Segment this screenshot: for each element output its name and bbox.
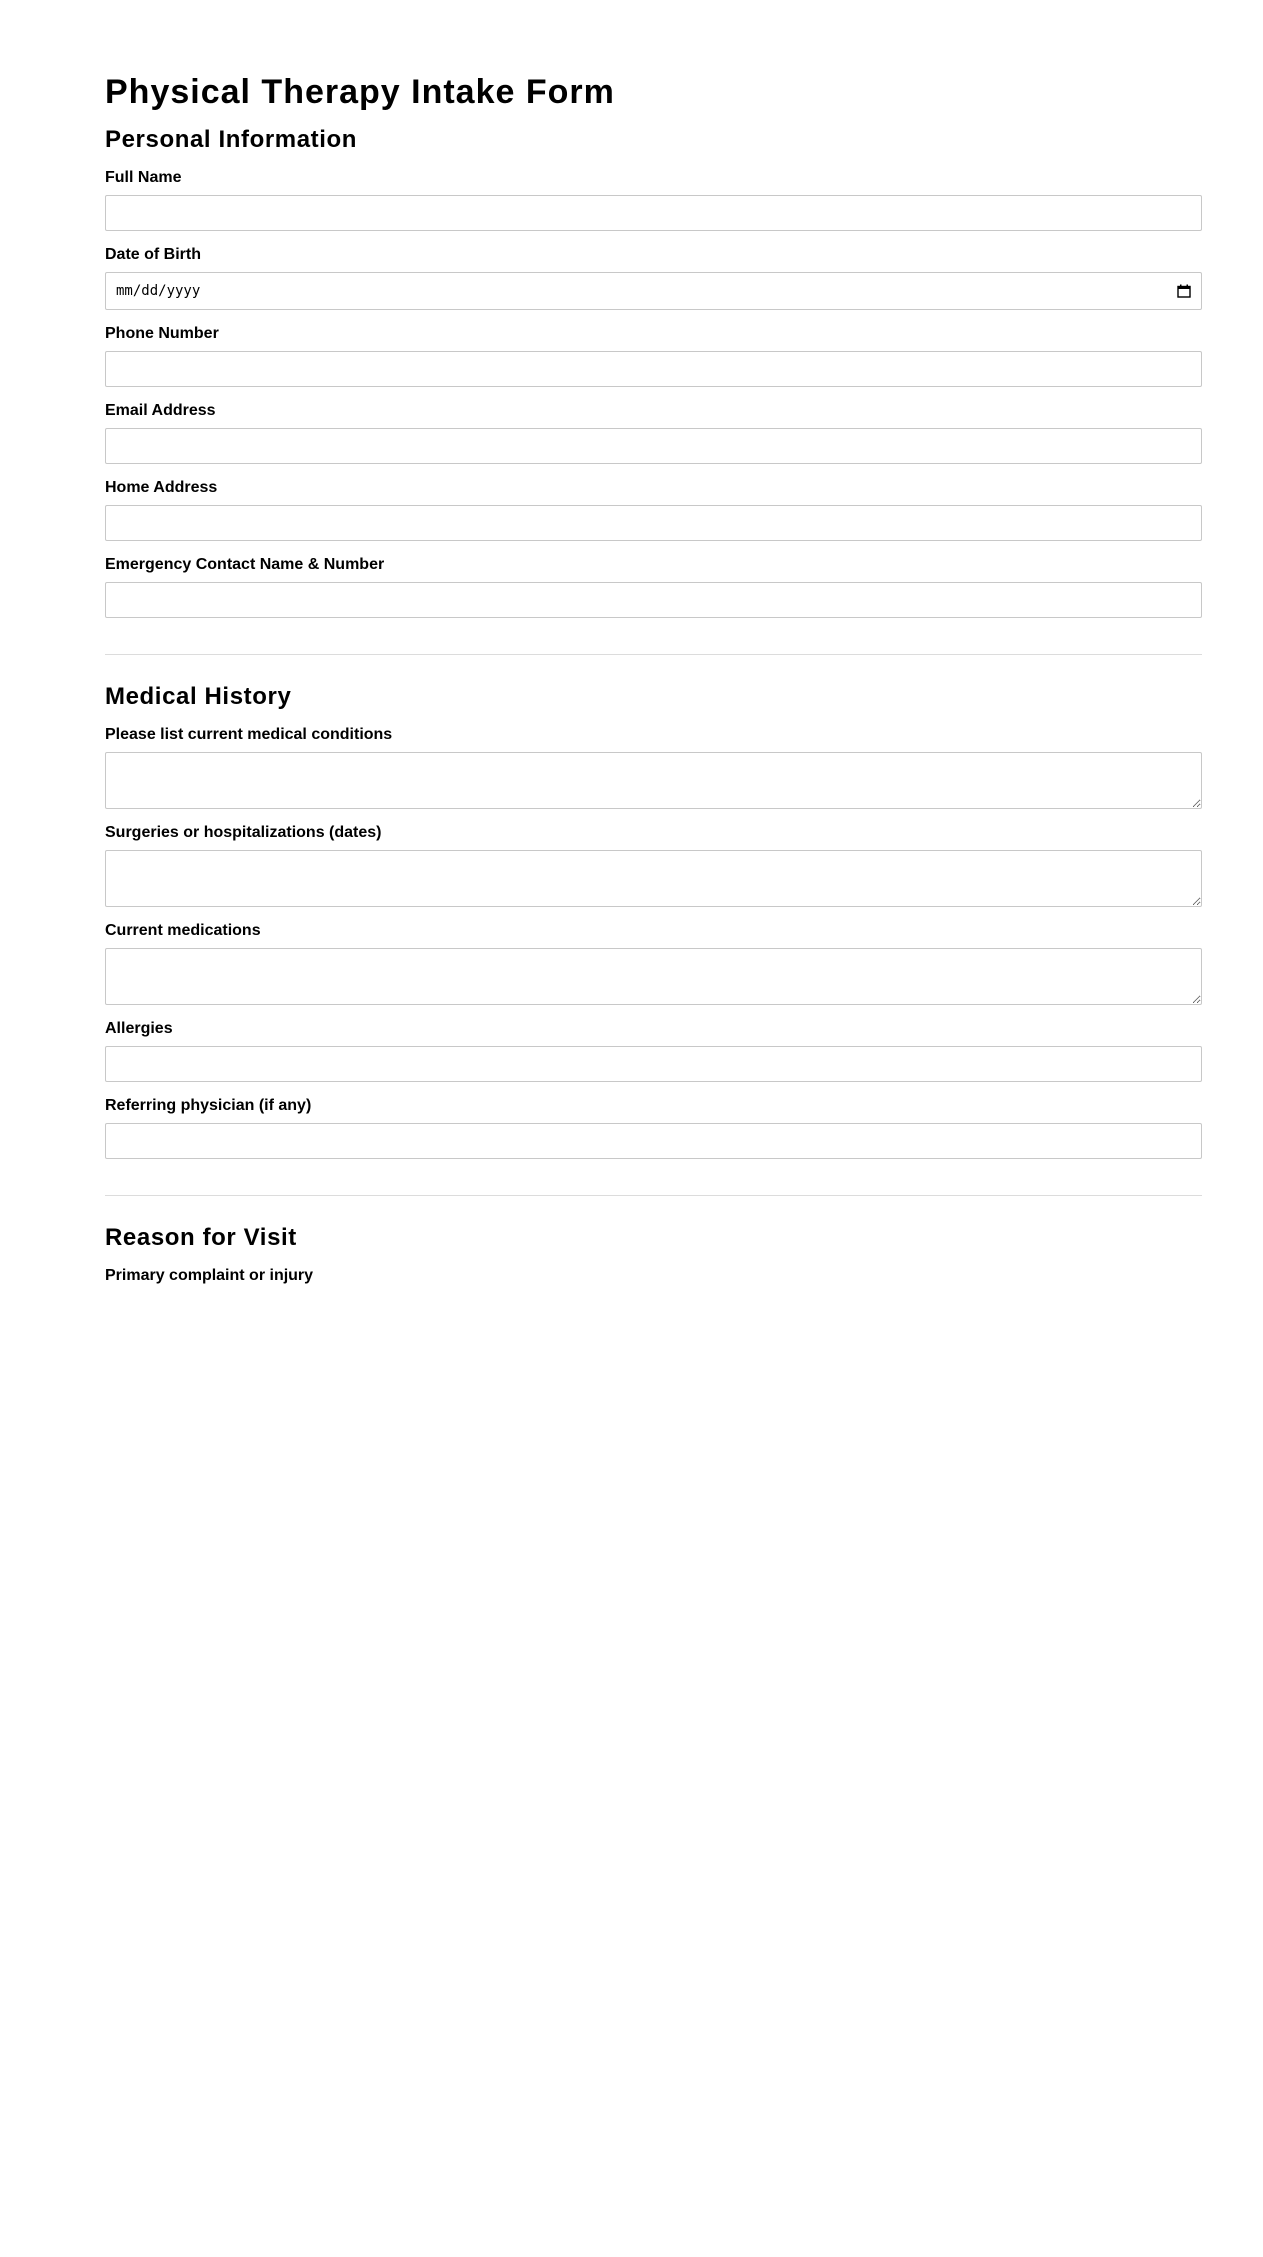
referring-physician-label: Referring physician (if any): [105, 1097, 312, 1114]
phone-number-input[interactable]: [105, 351, 1202, 387]
medical-conditions-textarea[interactable]: [105, 752, 1202, 809]
date-placeholder: mm/dd/yyyy: [116, 283, 201, 299]
field-surgeries: [105, 823, 1202, 907]
intake-form: [105, 0, 1202, 1293]
emergency-contact-label: Emergency Contact Name & Number: [105, 556, 385, 573]
allergies-input[interactable]: [105, 1046, 1202, 1082]
field-emergency-contact: [105, 555, 1202, 618]
section-divider: [105, 1195, 1202, 1196]
full-name-input[interactable]: [105, 195, 1202, 231]
email-address-label: Email Address: [105, 402, 216, 419]
field-date-of-birth: [105, 245, 1202, 310]
section-reason-for-visit: [105, 1224, 1202, 1286]
date-of-birth-input[interactable]: [105, 272, 1202, 310]
section-medical-history: [105, 683, 1202, 1159]
medical-conditions-label: Please list current medical conditions: [105, 726, 393, 743]
section-heading-medical: Medical History: [105, 683, 292, 710]
email-address-input[interactable]: [105, 428, 1202, 464]
section-personal-information: [105, 126, 1202, 618]
field-allergies: [105, 1019, 1202, 1082]
emergency-contact-input[interactable]: [105, 582, 1202, 618]
date-of-birth-label: Date of Birth: [105, 246, 201, 263]
allergies-label: Allergies: [105, 1020, 173, 1037]
field-home-address: [105, 478, 1202, 541]
full-name-label: Full Name: [105, 169, 182, 186]
referring-physician-input[interactable]: [105, 1123, 1202, 1159]
section-divider: [105, 654, 1202, 655]
phone-number-label: Phone Number: [105, 325, 219, 342]
surgeries-label: Surgeries or hospitalizations (dates): [105, 824, 382, 841]
home-address-label: Home Address: [105, 479, 218, 496]
home-address-input[interactable]: [105, 505, 1202, 541]
field-primary-complaint: [105, 1266, 1202, 1286]
field-full-name: [105, 168, 1202, 231]
field-referring-physician: [105, 1096, 1202, 1159]
field-medical-conditions: [105, 725, 1202, 809]
section-heading-personal: Personal Information: [105, 126, 358, 153]
field-current-medications: [105, 921, 1202, 1005]
page-title: Physical Therapy Intake Form: [105, 73, 615, 111]
primary-complaint-label: Primary complaint or injury: [105, 1267, 314, 1284]
current-medications-label: Current medications: [105, 922, 261, 939]
field-email-address: [105, 401, 1202, 464]
calendar-icon[interactable]: [1177, 284, 1191, 298]
current-medications-textarea[interactable]: [105, 948, 1202, 1005]
field-phone-number: [105, 324, 1202, 387]
surgeries-textarea[interactable]: [105, 850, 1202, 907]
section-heading-reason: Reason for Visit: [105, 1224, 297, 1251]
